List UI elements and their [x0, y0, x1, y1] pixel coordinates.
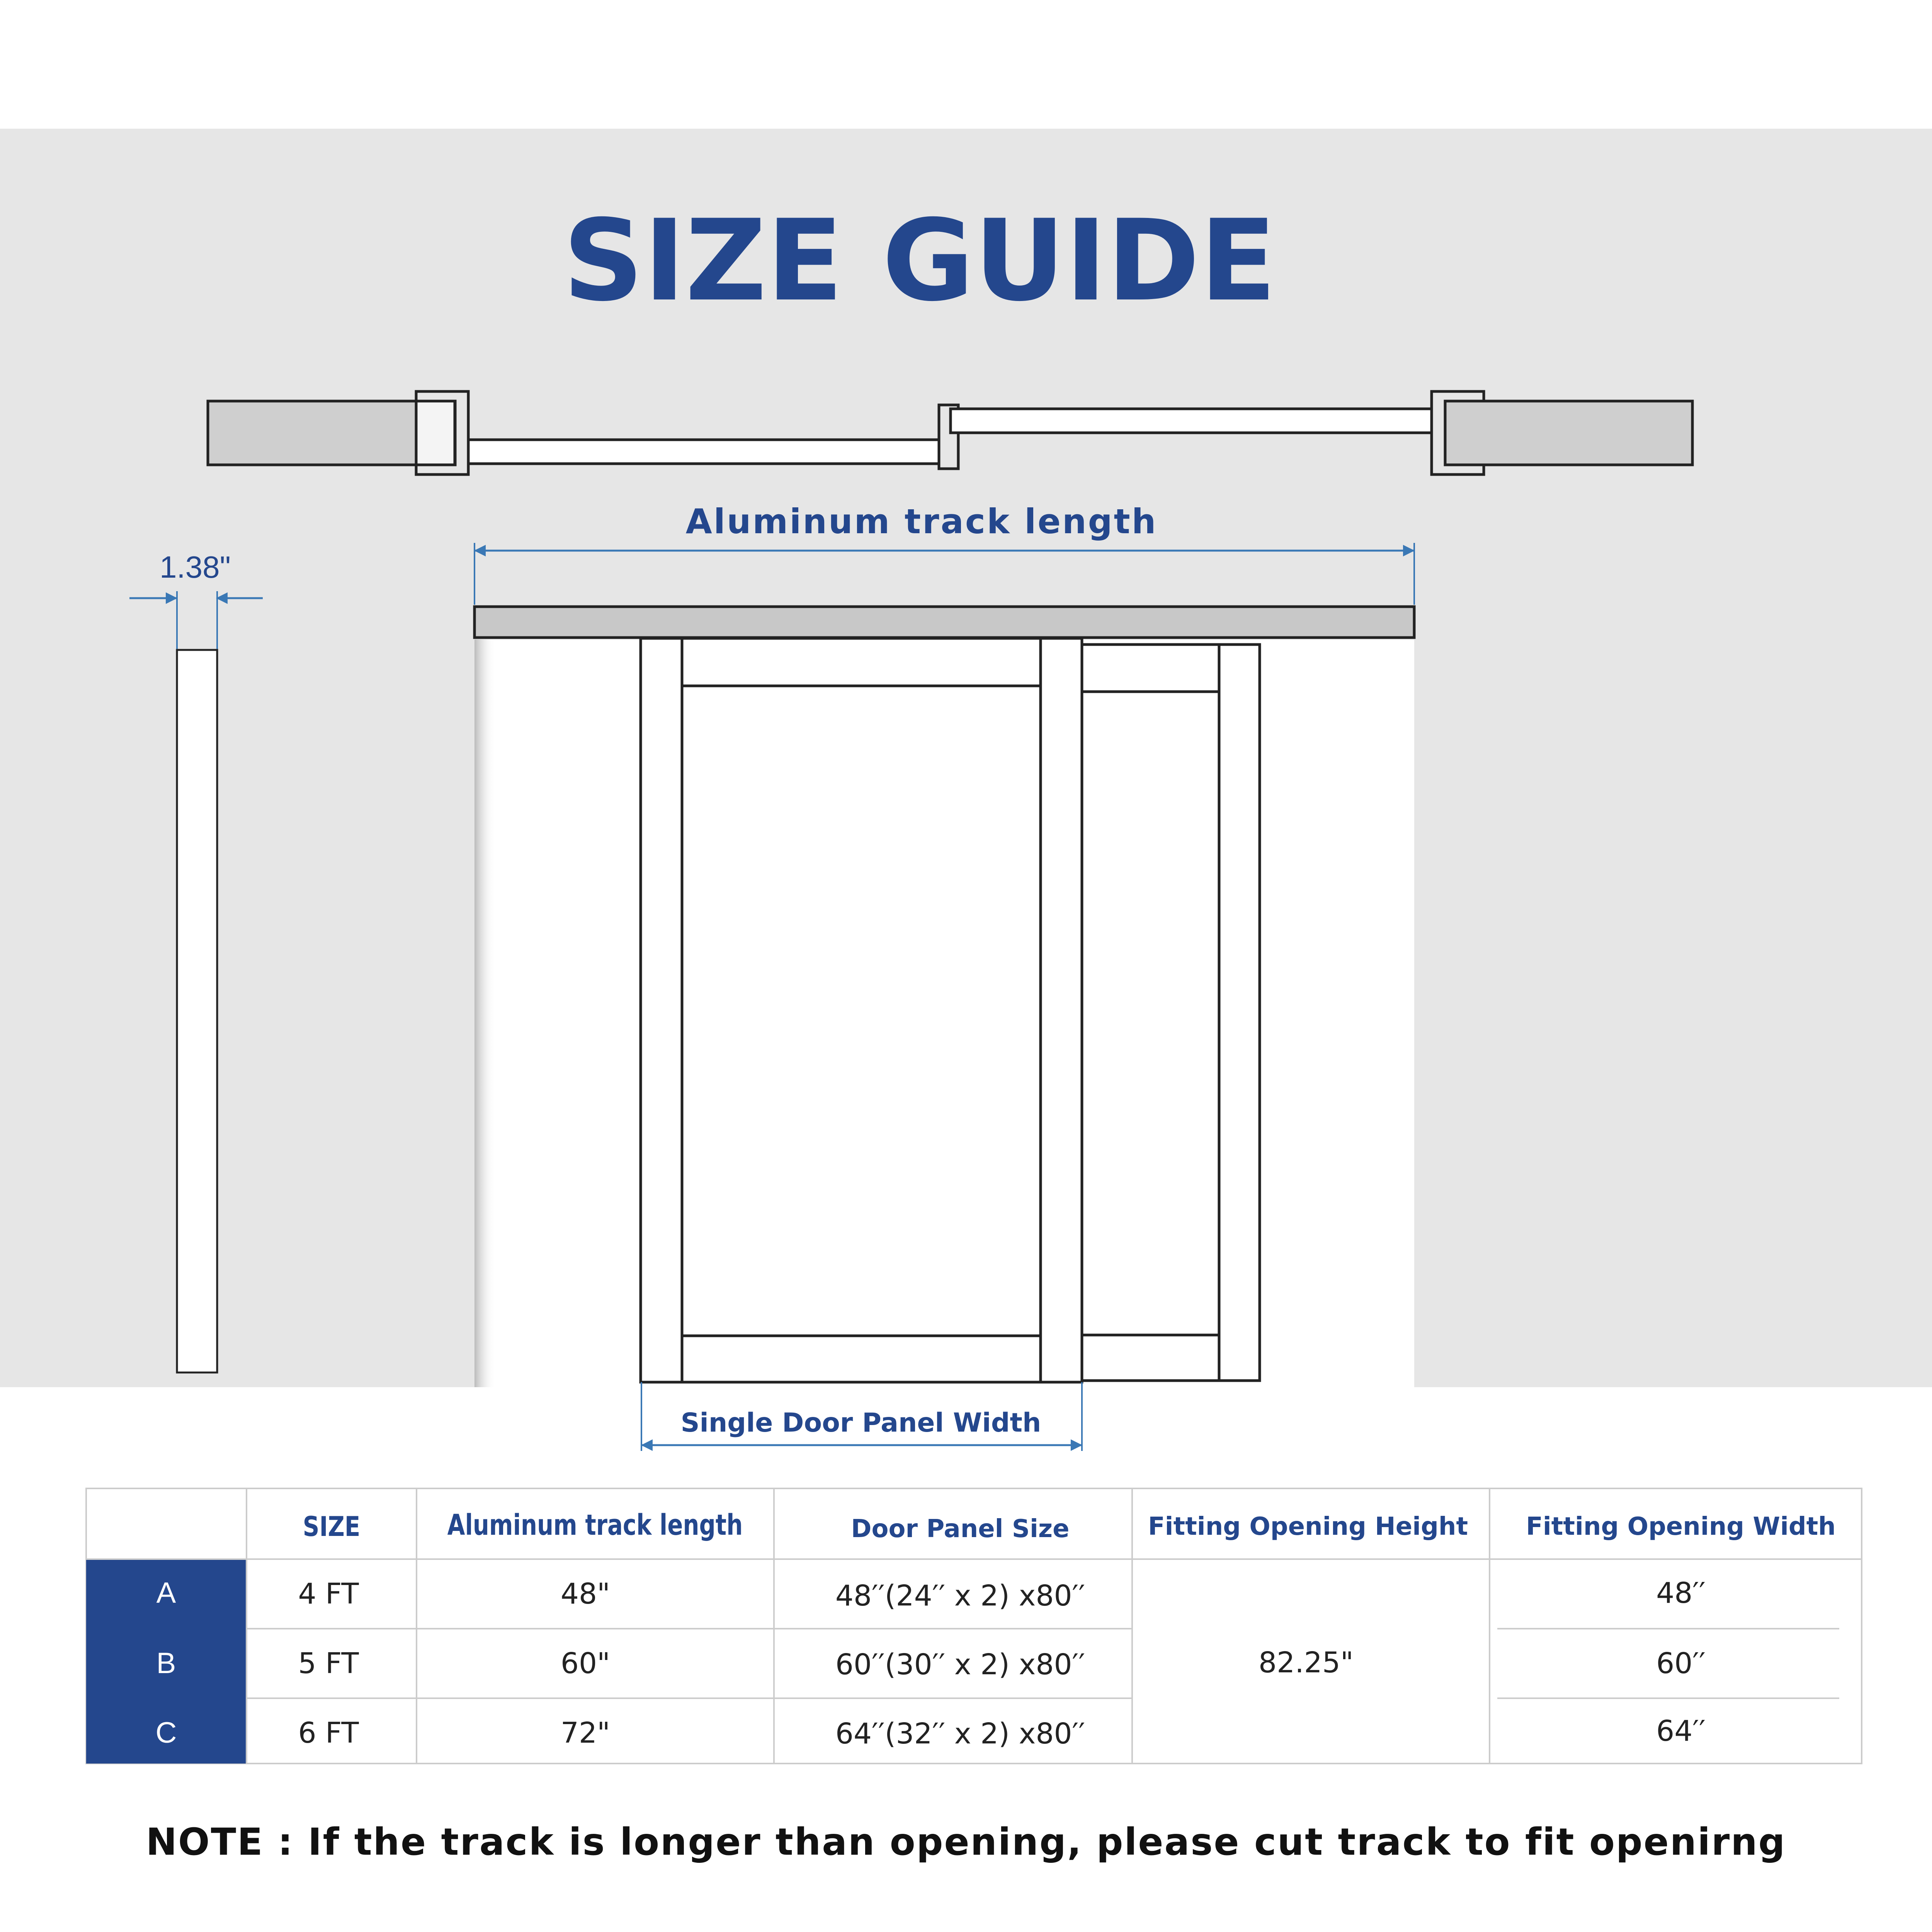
size-table: [86, 1488, 1862, 1764]
panel-width-label: Single Door Panel Width: [680, 1408, 1041, 1438]
header-opening-width: Fitting Opening Width: [1526, 1512, 1836, 1541]
left-door-slab: [468, 440, 939, 464]
row-label-b: B: [156, 1647, 176, 1680]
size-b: 5 FT: [298, 1647, 359, 1680]
right-door-slab: [951, 409, 1432, 433]
row-label-c: C: [155, 1716, 177, 1749]
width-c: 64′′: [1656, 1714, 1706, 1748]
aluminum-track: [474, 607, 1414, 638]
left-jamb: [416, 401, 455, 465]
row-label-a: A: [156, 1577, 176, 1609]
page-title: SIZE GUIDE: [563, 196, 1277, 326]
track-a: 48": [560, 1577, 611, 1611]
size-a: 4 FT: [298, 1577, 359, 1611]
header-opening-height: Fitting Opening Height: [1148, 1512, 1468, 1541]
panel-a: 48′′(24′′ x 2) x80′′: [835, 1579, 1085, 1612]
thickness-label: 1.38": [159, 550, 231, 584]
width-a: 48′′: [1656, 1577, 1706, 1610]
opening-shadow: [474, 639, 496, 1387]
note-text: NOTE : If the track is longer than opening, please cut track to fit openirng: [146, 1820, 1786, 1864]
track-b: 60": [560, 1647, 611, 1680]
header-track-length: Aluminum track length: [447, 1508, 743, 1542]
door-side-profile: [177, 650, 217, 1372]
opening-height: 82.25": [1259, 1646, 1354, 1679]
front-door-panel: [641, 638, 1082, 1382]
right-wall-section: [1445, 401, 1692, 465]
rear-door-panel: [1082, 645, 1260, 1381]
width-b: 60′′: [1656, 1647, 1706, 1680]
size-c: 6 FT: [298, 1716, 359, 1750]
panel-c: 64′′(32′′ x 2) x80′′: [835, 1717, 1085, 1750]
header-panel-size: Door Panel Size: [851, 1515, 1070, 1543]
track-length-label: Aluminum track length: [685, 502, 1158, 541]
panel-b: 60′′(30′′ x 2) x80′′: [835, 1648, 1085, 1681]
track-c: 72": [560, 1716, 611, 1750]
header-size: SIZE: [303, 1511, 361, 1543]
